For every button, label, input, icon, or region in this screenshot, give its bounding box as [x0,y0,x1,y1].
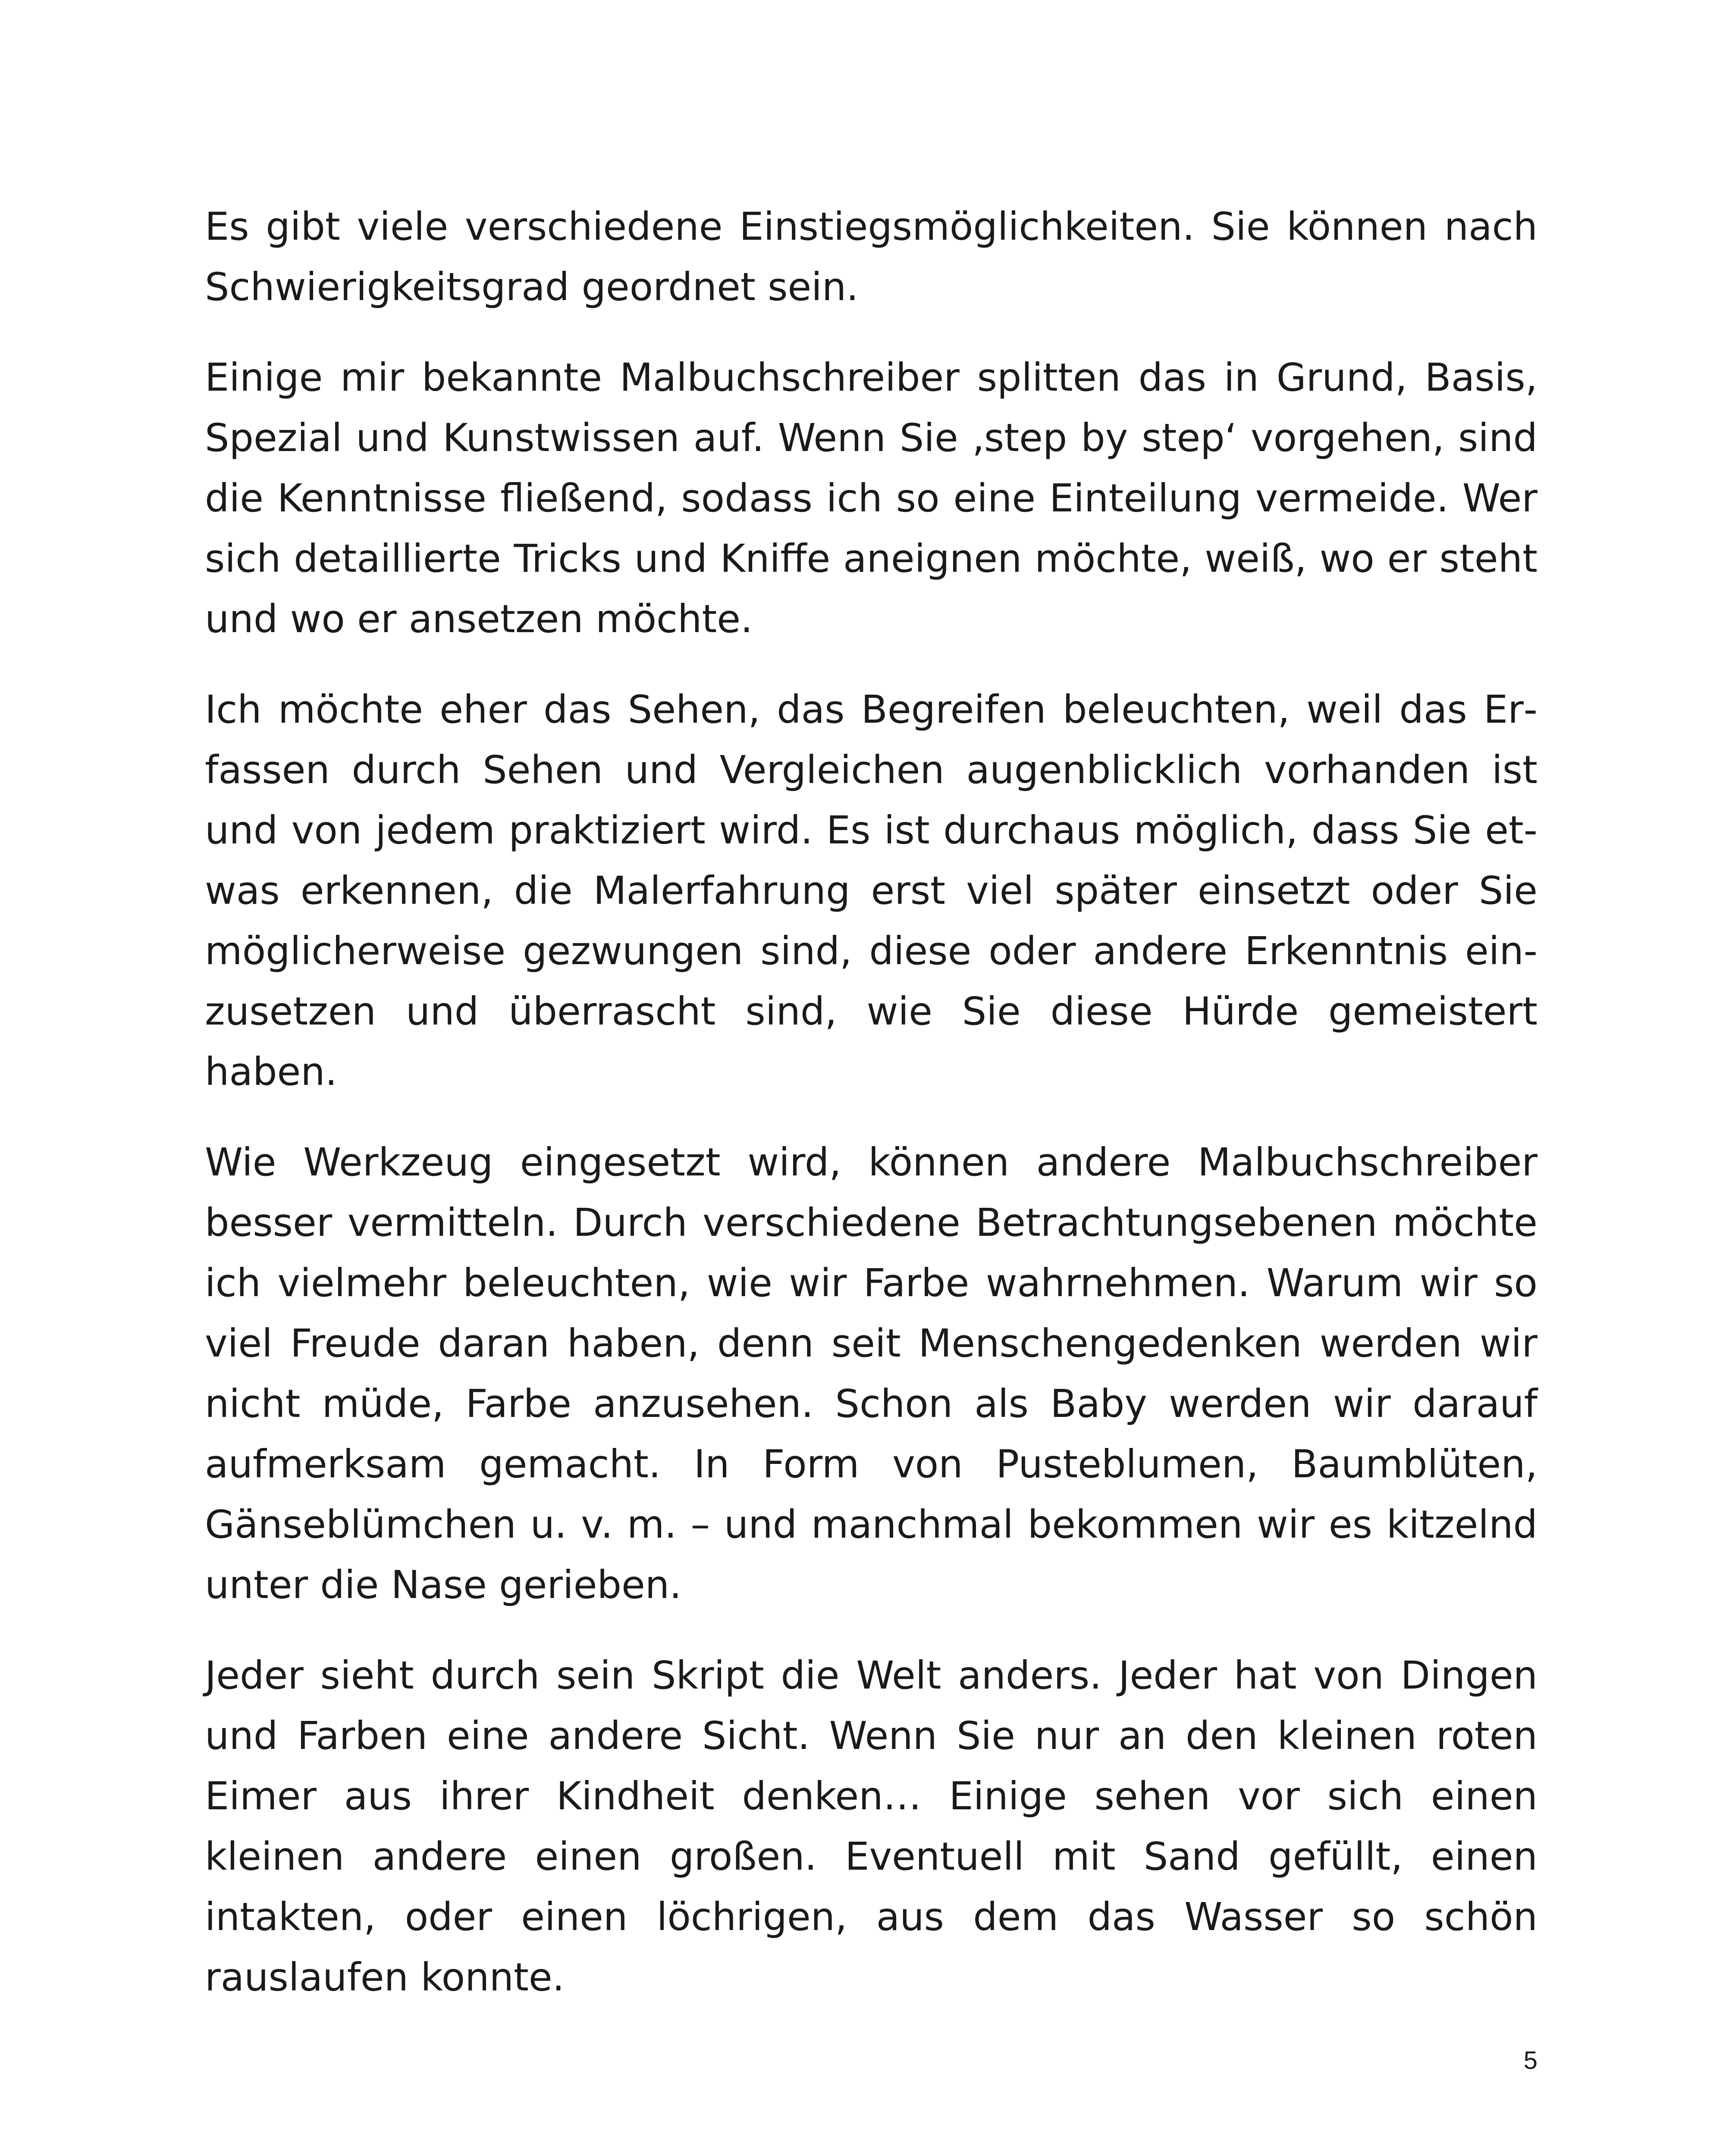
paragraph-3: Ich möchte eher das Sehen, das Begreifen beleuchten, weil das Erfassen durch Sehen und Vergleichen augenblicklich vorhanden ist und von jedem praktiziert wird. Es ist durchaus möglich, dass Sie etwas erkennen, die Malerfahrung erst viel später einsetzt oder Sie möglicherweise gezwungen sind, diese oder andere Erkenntnis einzusetzen und überrascht sind, wie Sie diese Hürde gemeistert haben. [205,687,1537,1094]
paragraph-5: Jeder sieht durch sein Skript die Welt anders. Jeder hat von Dingen und Farben eine andere Sicht. Wenn Sie nur an den kleinen roten Eimer aus ihrer Kindheit denken… Einige sehen vor sich einen kleinen andere einen großen. Eventuell mit Sand gefüllt, einen intakten, oder einen löchrigen, aus dem das Wasser so schön rauslaufen konnte. [205,1653,1537,1999]
page-number: 5 [1523,2046,1537,2075]
body-text [205,196,1537,2007]
paragraph-1: Es gibt viele verschiedene Einstiegsmöglichkeiten. Sie können nach Schwierigkeitsgrad geordnet sein. [205,204,1537,309]
paragraph-4: Wie Werkzeug eingesetzt wird, können andere Malbuchschreiber besser vermitteln. Durch verschiedene Betrachtungsebenen möchte ich vielmehr beleuchten, wie wir Farbe wahrnehmen. Warum wir so viel Freude daran haben, denn seit Menschengedenken werden wir nicht müde, Farbe anzusehen. Schon als Baby werden wir darauf aufmerksam gemacht. In Form von Pusteblumen, Baumblüten, Gänseblümchen u. v. m. – und manchmal bekommen wir es kitzelnd unter die Nase gerieben. [205,1140,1537,1607]
paragraph-2: Einige mir bekannte Malbuchschreiber splitten das in Grund, Basis, Spezial und Kunstwissen auf. Wenn Sie ‚step by step‘ vorgehen, sind die Kenntnisse fließend, sodass ich so eine Einteilung vermeide. Wer sich detaillierte Tricks und Kniffe aneignen möchte, weiß, wo er steht und wo er ansetzen möchte. [205,355,1537,641]
